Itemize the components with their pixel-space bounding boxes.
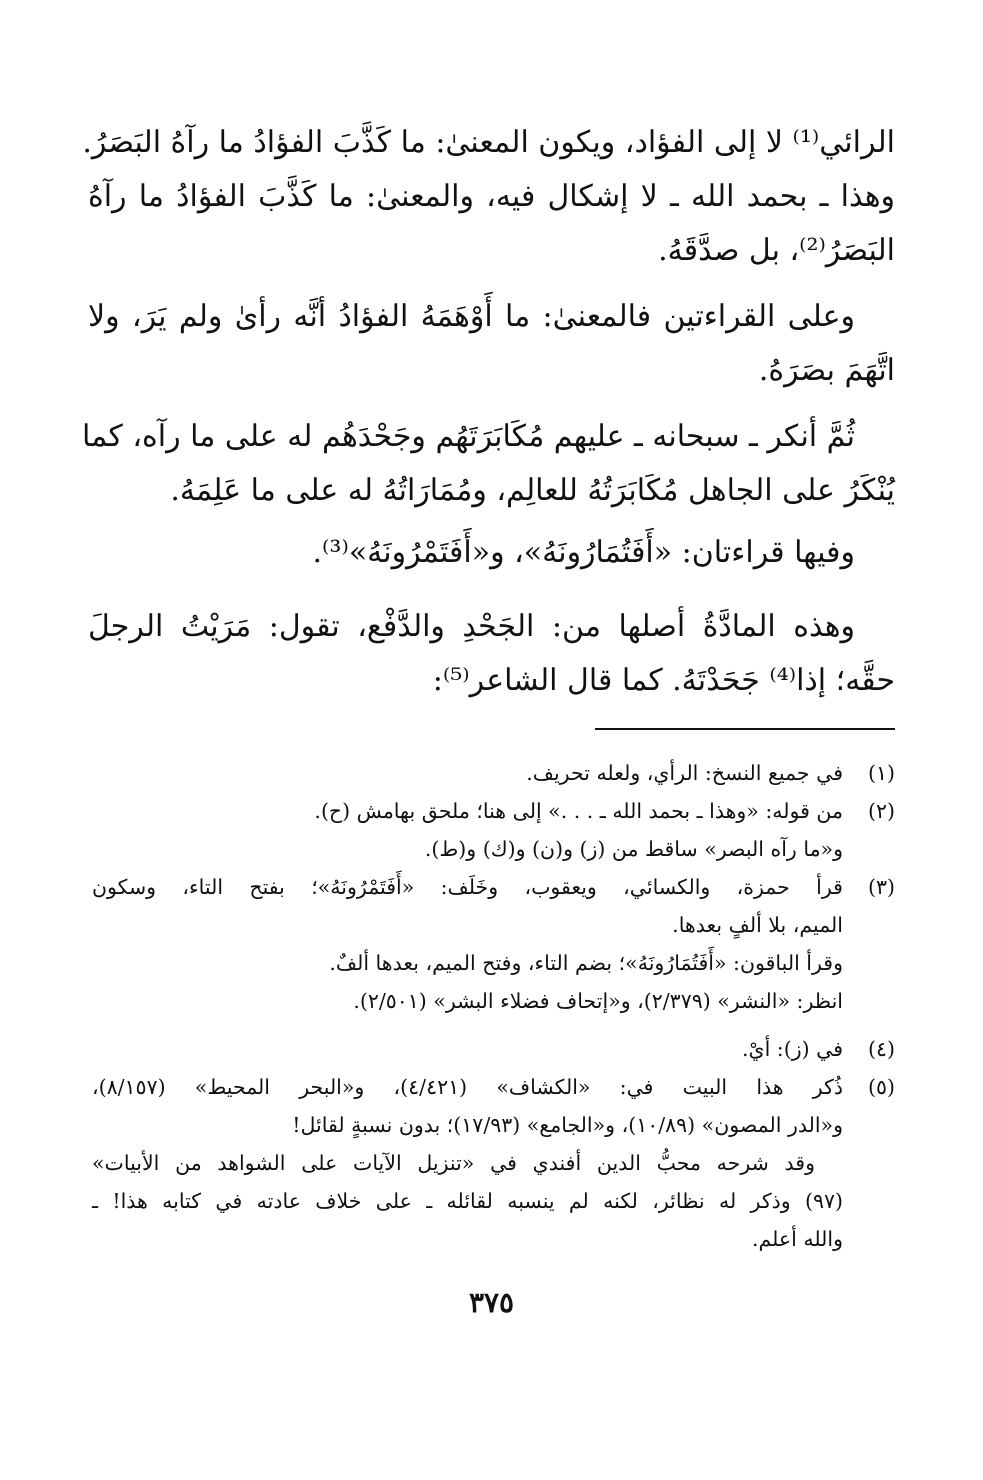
footnote-text: و«الدر المصون» (١٠/٨٩)، و«الجامع» (١٧/٩٣)؛ بدون نسبةٍ لقائل! [292,1113,843,1137]
footnote-text: في جميع النسخ: الرأي، ولعله تحريف. [526,761,843,785]
body-line-4: وعلى القراءتين فالمعنىٰ: ما أَوْهَمَهُ الفؤادُ أنَّه رأىٰ ولم يَرَ، ولا [88,299,855,334]
footnote-number: (٥) [867,1075,895,1099]
footnote-text: ذُكر هذا البيت في: «الكشاف» (٤/٤٢١)، و«البحر المحيط» (٨/١٥٧)، [92,1075,843,1099]
footnote-3-continuation-1: وقرأ الباقون: «أَفَتُمَارُونَهُ»؛ بضم التاء، وفتح الميم، بعدها ألفٌ. [329,951,843,975]
body-line-9: وهذه المادَّةُ أصلها من: الجَحْدِ والدَّفْع، تقول: مَرَيْتُ الرجلَ [88,609,855,644]
footnote-text: الميم، بلا ألفٍ بعدها. [672,913,843,937]
body-line-2: وهذا ـ بحمد الله ـ لا إشكال فيه، والمعنىٰ: ما كَذَّبَ الفؤادُ ما رآهُ [88,179,895,214]
body-line-8: وفيها قراءتان: «أَفَتُمَارُونَهُ»، و«أَفَتَمْرُونَهُ»⁽³⁾. [312,535,855,570]
body-line-6: ثُمَّ أنكر ـ سبحانه ـ عليهم مُكَابَرَتَهُم وجَحْدَهُم له على ما رآه، كما [82,419,855,454]
footnote-text: من قوله: «وهذا ـ بحمد الله ـ . . .» إلى هنا؛ ملحق بهامش (ح). [314,799,843,823]
footnote-text: في (ز): أيْ. [742,1037,843,1061]
body-line-7: يُنْكَرُ على الجاهل مُكَابَرَتُهُ للعالِم، ومُمَارَاتُهُ له على ما عَلِمَهُ. [170,473,895,508]
footnote-separator [595,728,895,730]
body-line-5: اتَّهَمَ بصَرَهُ. [758,353,895,388]
body-line-1: الرائي⁽¹⁾ لا إلى الفؤاد، ويكون المعنىٰ: ما كَذَّبَ الفؤادُ ما رآهُ البَصَرُ. [82,125,895,160]
footnote-number: (١) [867,761,895,785]
footnote-text: وقد شرحه محبُّ الدين أفندي في «تنزيل الآيات على الشواهد من الأبيات» [92,1151,815,1175]
footnote-text: والله أعلم. [751,1227,843,1251]
footnote-text: قرأ حمزة، والكسائي، ويعقوب، وخَلَف: «أَفَتَمْرُونَهُ»؛ بفتح التاء، وسكون [92,875,843,899]
footnote-number: (٢) [867,799,895,823]
footnote-number: (٣) [867,875,895,899]
footnote-number: (٤) [867,1037,895,1061]
body-line-10: حقَّه؛ إذا⁽⁴⁾ جَحَدْتَهُ. كما قال الشاعر⁽⁵⁾: [432,663,895,698]
body-line-3: البَصَرُ⁽²⁾، بل صدَّقَهُ. [658,233,895,268]
page-number: ٣٧٥ [468,1286,515,1319]
footnote-2-continuation: و«ما رآه البصر» ساقط من (ز) و(ن) و(ك) و(ط). [424,837,843,861]
footnote-text: (٩٧) وذكر له نظائر، لكنه لم ينسبه لقائله ـ على خلاف عادته في كتابه هذا! ـ [92,1189,843,1213]
footnote-3-continuation-2: انظر: «النشر» (٢/٣٧٩)، و«إتحاف فضلاء البشر» (٢/٥٠١). [353,989,843,1013]
